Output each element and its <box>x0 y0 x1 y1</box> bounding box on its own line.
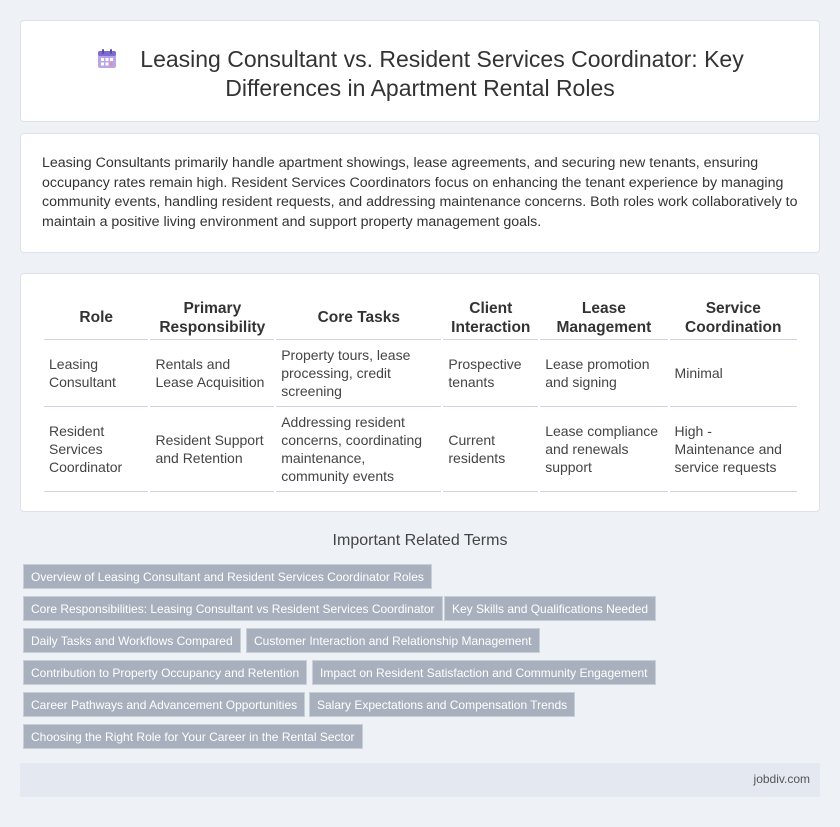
related-tag[interactable]: Salary Expectations and Compensation Trends <box>309 692 575 717</box>
column-header-primary-responsibility: Primary Responsibility <box>150 296 274 340</box>
related-tag[interactable]: Contribution to Property Occupancy and Retention <box>23 660 307 685</box>
intro-paragraph: Leasing Consultants primarily handle apartment showings, lease agreements, and securing new tenants, ensuring occupancy rates remain high. Resident Services Coordinators focus on enhancing the tenant experience by managing community events, handling resident requests, and addressing maintenance concerns. Both roles work collaboratively to maintain a positive living environment and support property management goals. <box>42 155 798 230</box>
table-cell: Rentals and Lease Acquisition <box>150 340 274 407</box>
table-cell: Resident Support and Retention <box>150 407 274 492</box>
related-tag[interactable]: Impact on Resident Satisfaction and Community Engagement <box>312 660 656 685</box>
related-tag[interactable]: Daily Tasks and Workflows Compared <box>23 628 241 653</box>
column-header-client-interaction: Client Interaction <box>443 296 538 340</box>
related-tag[interactable]: Core Responsibilities: Leasing Consultant vs Resident Services Coordinator <box>23 596 443 621</box>
title-card <box>20 20 820 122</box>
footer <box>20 763 820 797</box>
related-tag[interactable]: Overview of Leasing Consultant and Resident Services Coordinator Roles <box>23 564 432 589</box>
table-header-row <box>44 296 797 340</box>
table-cell: Addressing resident concerns, coordinating maintenance, community events <box>276 407 441 492</box>
table-row <box>44 407 797 492</box>
calendar-icon <box>96 48 118 70</box>
page-title <box>21 45 819 103</box>
comparison-table <box>42 296 799 492</box>
table-cell: Lease compliance and renewals support <box>540 407 667 492</box>
related-tag[interactable]: Customer Interaction and Relationship Management <box>246 628 540 653</box>
table-cell: Minimal <box>670 340 797 407</box>
comparison-card <box>20 273 820 512</box>
column-header-lease-management: Lease Management <box>540 296 667 340</box>
title-line-2: Differences in Apartment Rental Roles <box>225 75 615 101</box>
column-header-core-tasks: Core Tasks <box>276 296 441 340</box>
table-cell: High - Maintenance and service requests <box>670 407 797 492</box>
table-cell: Prospective tenants <box>443 340 538 407</box>
table-cell: Leasing Consultant <box>44 340 148 407</box>
related-terms-heading: Important Related Terms <box>332 532 508 549</box>
table-cell: Lease promotion and signing <box>540 340 667 407</box>
table-row <box>44 340 797 407</box>
intro-card <box>20 133 820 253</box>
column-header-role: Role <box>44 296 148 340</box>
table-cell: Current residents <box>443 407 538 492</box>
title-line-1: Leasing Consultant vs. Resident Services Coordinator: Key <box>140 46 744 72</box>
related-tag[interactable]: Key Skills and Qualifications Needed <box>444 596 656 621</box>
table-cell: Resident Services Coordinator <box>44 407 148 492</box>
related-tag[interactable]: Choosing the Right Role for Your Career in the Rental Sector <box>23 724 363 749</box>
column-header-service-coordination: Service Coordination <box>670 296 797 340</box>
footer-site-link[interactable]: jobdiv.com <box>753 772 810 786</box>
table-cell: Property tours, lease processing, credit screening <box>276 340 441 407</box>
related-tag[interactable]: Career Pathways and Advancement Opportunities <box>23 692 305 717</box>
